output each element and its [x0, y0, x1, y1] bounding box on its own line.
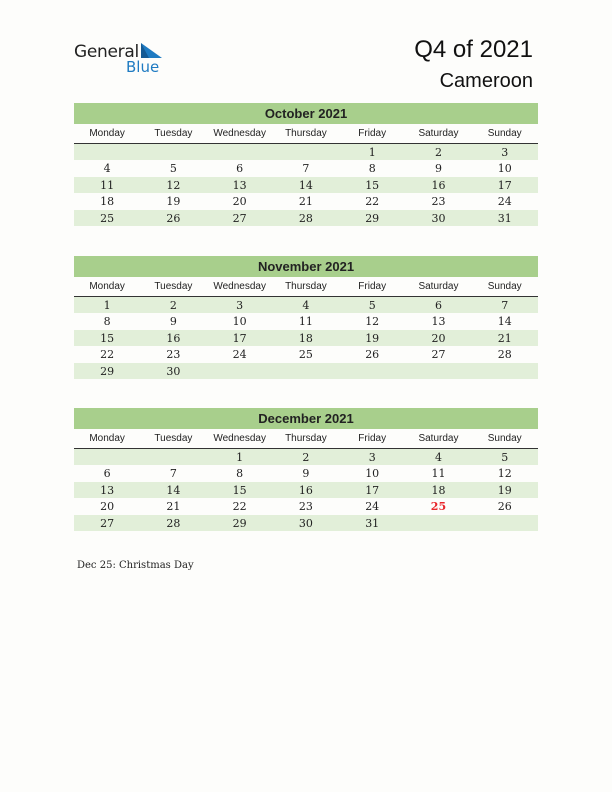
week-row	[74, 330, 538, 346]
month-calendar-december	[74, 408, 538, 531]
day-cell	[74, 144, 140, 160]
day-cell: 5	[501, 451, 509, 464]
day-cell: 11	[298, 315, 313, 329]
day-cell: 20	[100, 500, 115, 514]
day-cell: 22	[365, 195, 380, 209]
day-cell: 13	[100, 483, 115, 497]
weekday-label: Friday	[358, 281, 387, 292]
week-row	[74, 482, 538, 498]
week-row	[74, 144, 538, 160]
week-row	[74, 363, 538, 379]
day-cell: 11	[431, 467, 446, 481]
day-cell: 31	[497, 211, 512, 225]
day-cell: 1	[236, 451, 244, 464]
day-cell	[273, 363, 339, 379]
day-cell: 4	[302, 299, 310, 312]
day-cell: 4	[434, 451, 442, 464]
weekday-label: Monday	[89, 128, 125, 139]
day-cell: 22	[232, 500, 247, 514]
day-cell: 10	[497, 162, 512, 176]
week-row	[74, 498, 538, 514]
day-cell: 9	[169, 315, 177, 329]
week-row	[74, 465, 538, 481]
day-cell: 18	[431, 483, 446, 497]
day-cell	[472, 515, 538, 531]
day-cell	[405, 363, 471, 379]
weekday-label: Saturday	[418, 281, 459, 292]
day-cell	[339, 363, 405, 379]
weekday-label: Tuesday	[154, 281, 193, 292]
week-row	[74, 177, 538, 193]
day-cell: 31	[365, 516, 380, 530]
day-cell: 7	[501, 299, 509, 312]
week-row	[74, 346, 538, 362]
day-cell: 8	[368, 162, 376, 176]
day-cell: 25	[298, 348, 313, 362]
day-cell: 29	[100, 364, 115, 378]
day-cell: 29	[232, 516, 247, 530]
month-title: November 2021	[74, 256, 538, 277]
day-cell: 24	[365, 500, 380, 514]
weekday-label: Wednesday	[213, 281, 266, 292]
week-row	[74, 160, 538, 176]
weekday-label: Thursday	[285, 281, 327, 292]
day-cell: 6	[434, 299, 442, 312]
weekday-header-row	[74, 124, 538, 144]
weeks	[74, 449, 538, 531]
day-cell: 20	[232, 195, 247, 209]
country-name: Cameroon	[439, 70, 533, 92]
logo-general-text: General	[74, 42, 139, 62]
day-cell: 12	[166, 178, 181, 192]
day-cell: 17	[497, 178, 512, 192]
day-cell: 26	[365, 348, 380, 362]
weeks	[74, 144, 538, 226]
holiday-notes	[77, 560, 194, 571]
day-cell: 2	[434, 146, 442, 159]
day-cell: 5	[169, 162, 177, 176]
day-cell: 2	[169, 299, 177, 312]
weekday-label: Sunday	[487, 433, 522, 444]
weekday-label: Saturday	[418, 128, 459, 139]
day-cell: 27	[100, 516, 115, 530]
day-cell: 23	[431, 195, 446, 209]
day-cell: 26	[497, 500, 512, 514]
day-cell: 19	[497, 483, 512, 497]
day-cell: 22	[100, 348, 115, 362]
day-cell: 8	[236, 467, 244, 481]
month-title: December 2021	[74, 408, 538, 429]
holiday-day-cell: 25	[430, 500, 447, 514]
weekday-label: Monday	[89, 433, 125, 444]
day-cell: 18	[298, 331, 313, 345]
day-cell	[207, 363, 273, 379]
day-cell: 16	[431, 178, 446, 192]
day-cell: 7	[302, 162, 310, 176]
month-calendar-october	[74, 103, 538, 226]
day-cell: 7	[169, 467, 177, 481]
weekday-label: Tuesday	[154, 433, 193, 444]
day-cell: 14	[166, 483, 181, 497]
day-cell: 3	[501, 146, 509, 159]
day-cell: 24	[232, 348, 247, 362]
day-cell	[207, 144, 273, 160]
day-cell: 10	[232, 315, 247, 329]
holiday-note: Dec 25: Christmas Day	[77, 560, 194, 571]
day-cell: 18	[100, 195, 115, 209]
weekday-label: Monday	[89, 281, 125, 292]
day-cell: 26	[166, 211, 181, 225]
weekday-label: Sunday	[487, 128, 522, 139]
weekday-label: Wednesday	[213, 433, 266, 444]
day-cell: 3	[236, 299, 244, 312]
page-title: Q4 of 2021	[414, 36, 533, 63]
day-cell: 21	[298, 195, 313, 209]
weekday-label: Saturday	[418, 433, 459, 444]
day-cell: 10	[365, 467, 380, 481]
logo-flag-icon	[141, 43, 163, 59]
week-row	[74, 313, 538, 329]
logo	[74, 42, 184, 78]
weekday-label: Friday	[358, 128, 387, 139]
day-cell: 4	[103, 162, 111, 176]
day-cell: 9	[434, 162, 442, 176]
week-row	[74, 449, 538, 465]
weekday-label: Thursday	[285, 433, 327, 444]
day-cell: 25	[100, 211, 115, 225]
day-cell	[273, 144, 339, 160]
day-cell: 21	[166, 500, 181, 514]
day-cell: 12	[497, 467, 512, 481]
day-cell	[140, 144, 206, 160]
day-cell: 16	[298, 483, 313, 497]
day-cell: 27	[431, 348, 446, 362]
day-cell: 23	[166, 348, 181, 362]
logo-blue-text: Blue	[126, 58, 160, 76]
weekday-label: Friday	[358, 433, 387, 444]
day-cell: 17	[232, 331, 247, 345]
day-cell: 17	[365, 483, 380, 497]
day-cell: 29	[365, 211, 380, 225]
day-cell: 16	[166, 331, 181, 345]
day-cell	[405, 515, 471, 531]
month-calendar-november	[74, 256, 538, 379]
day-cell: 14	[497, 315, 512, 329]
day-cell: 30	[431, 211, 446, 225]
day-cell: 14	[298, 178, 313, 192]
day-cell: 19	[365, 331, 380, 345]
weekday-header-row	[74, 277, 538, 297]
day-cell: 27	[232, 211, 247, 225]
day-cell: 13	[232, 178, 247, 192]
day-cell: 9	[302, 467, 310, 481]
month-title: October 2021	[74, 103, 538, 124]
day-cell: 2	[302, 451, 310, 464]
day-cell: 30	[166, 364, 181, 378]
week-row	[74, 193, 538, 209]
weekday-label: Wednesday	[213, 128, 266, 139]
day-cell: 13	[431, 315, 446, 329]
day-cell: 28	[166, 516, 181, 530]
day-cell: 20	[431, 331, 446, 345]
day-cell: 21	[497, 331, 512, 345]
week-row	[74, 297, 538, 313]
day-cell: 8	[103, 315, 111, 329]
weekday-label: Tuesday	[154, 128, 193, 139]
day-cell: 11	[100, 178, 115, 192]
weekday-label: Sunday	[487, 281, 522, 292]
day-cell: 28	[497, 348, 512, 362]
weekday-header-row	[74, 429, 538, 449]
day-cell: 15	[232, 483, 247, 497]
day-cell: 30	[298, 516, 313, 530]
day-cell: 1	[103, 299, 111, 312]
day-cell: 15	[365, 178, 380, 192]
day-cell: 15	[100, 331, 115, 345]
day-cell	[74, 449, 140, 465]
day-cell	[140, 449, 206, 465]
day-cell: 23	[298, 500, 313, 514]
day-cell: 28	[298, 211, 313, 225]
day-cell: 12	[365, 315, 380, 329]
day-cell: 6	[103, 467, 111, 481]
week-row	[74, 210, 538, 226]
day-cell: 6	[236, 162, 244, 176]
day-cell	[472, 363, 538, 379]
day-cell: 3	[368, 451, 376, 464]
day-cell: 1	[368, 146, 376, 159]
day-cell: 24	[497, 195, 512, 209]
weeks	[74, 297, 538, 379]
week-row	[74, 515, 538, 531]
weekday-label: Thursday	[285, 128, 327, 139]
day-cell: 5	[368, 299, 376, 312]
day-cell: 19	[166, 195, 181, 209]
